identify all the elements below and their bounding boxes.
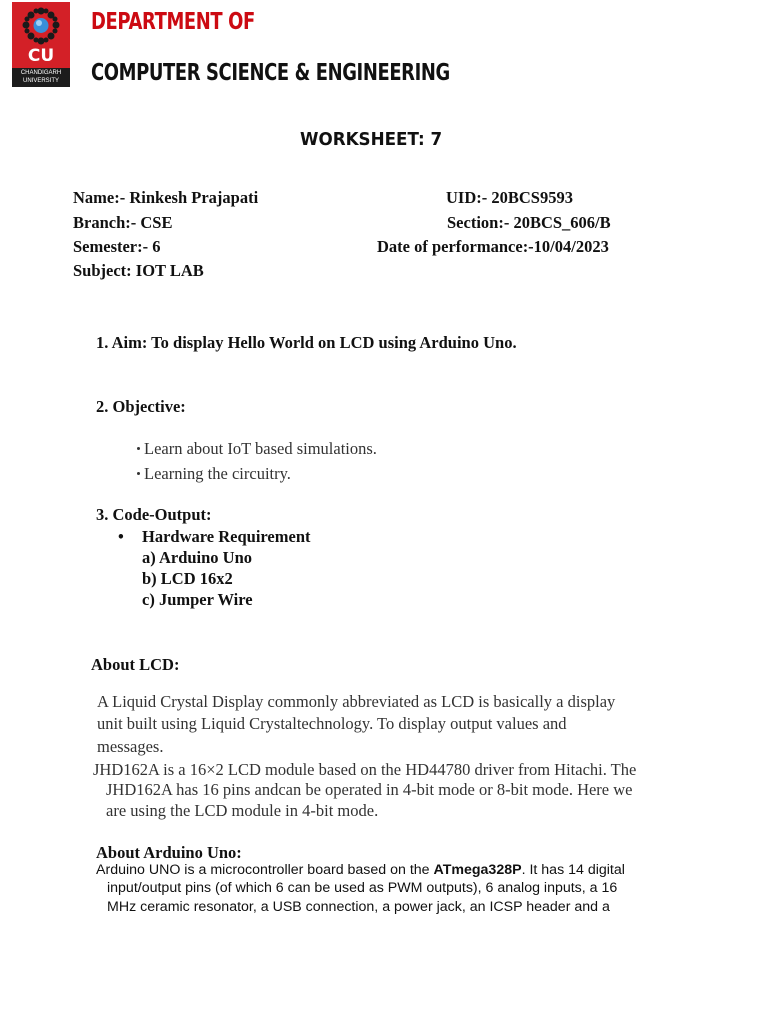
about-arduino-heading: About Arduino Uno: [96,843,242,862]
student-section: Section:- 20BCS_606/B [447,213,611,232]
code-output-heading: 3. Code-Output: [96,505,212,524]
about-arduino-line: input/output pins (of which 6 can be used as PWM outputs), 6 analog inputs, a 16 [107,880,618,896]
department-title-line1: DEPARTMENT OF [91,9,255,35]
emblem-icon [20,6,62,46]
subject: Subject: IOT LAB [73,261,204,280]
about-lcd-heading: About LCD: [91,655,180,674]
hardware-item: c) Jumper Wire [142,590,253,609]
bullet-icon [137,472,140,475]
aim-heading: 1. Aim: To display Hello World on LCD using Arduino Uno. [96,333,517,352]
student-branch: Branch:- CSE [73,213,173,232]
about-lcd-line: messages. [97,737,164,756]
about-lcd-line: unit built using Liquid Crystaltechnology. To display output values and [97,714,567,733]
bullet-icon [137,447,140,450]
chip-name: ATmega328P [433,862,522,878]
student-semester: Semester:- 6 [73,237,161,256]
logo-university-name: CHANDIGARH UNIVERSITY [12,68,70,87]
about-lcd-line: JHD162A is a 16×2 LCD module based on the HD44780 driver from Hitachi. The [93,760,637,779]
about-arduino-line: MHz ceramic resonator, a USB connection, a power jack, an ICSP header and a [107,899,610,915]
worksheet-title: WORKSHEET: 7 [300,129,443,150]
objective-item: Learning the circuitry. [137,464,291,484]
university-logo [12,2,70,87]
bullet-icon: • [118,527,124,546]
student-name: Name:- Rinkesh Prajapati [73,188,259,207]
about-lcd-line: A Liquid Crystal Display commonly abbreviated as LCD is basically a display [97,692,616,711]
about-lcd-line: JHD162A has 16 pins andcan be operated in 4-bit mode or 8-bit mode. Here we [106,780,633,799]
department-title-line2: COMPUTER SCIENCE & ENGINEERING [91,60,450,86]
objective-item: Learn about IoT based simulations. [137,439,377,459]
performance-date: Date of performance:-10/04/2023 [377,237,609,256]
hardware-item: b) LCD 16x2 [142,569,233,588]
hardware-requirement-heading: Hardware Requirement [142,527,311,546]
about-lcd-line: are using the LCD module in 4-bit mode. [106,801,379,820]
student-uid: UID:- 20BCS9593 [446,188,573,207]
about-arduino-line: Arduino UNO is a microcontroller board based on the ATmega328P. It has 14 digital [96,862,625,878]
objective-heading: 2. Objective: [96,397,186,416]
hardware-item: a) Arduino Uno [142,548,253,567]
logo-initials: CU [27,46,55,66]
